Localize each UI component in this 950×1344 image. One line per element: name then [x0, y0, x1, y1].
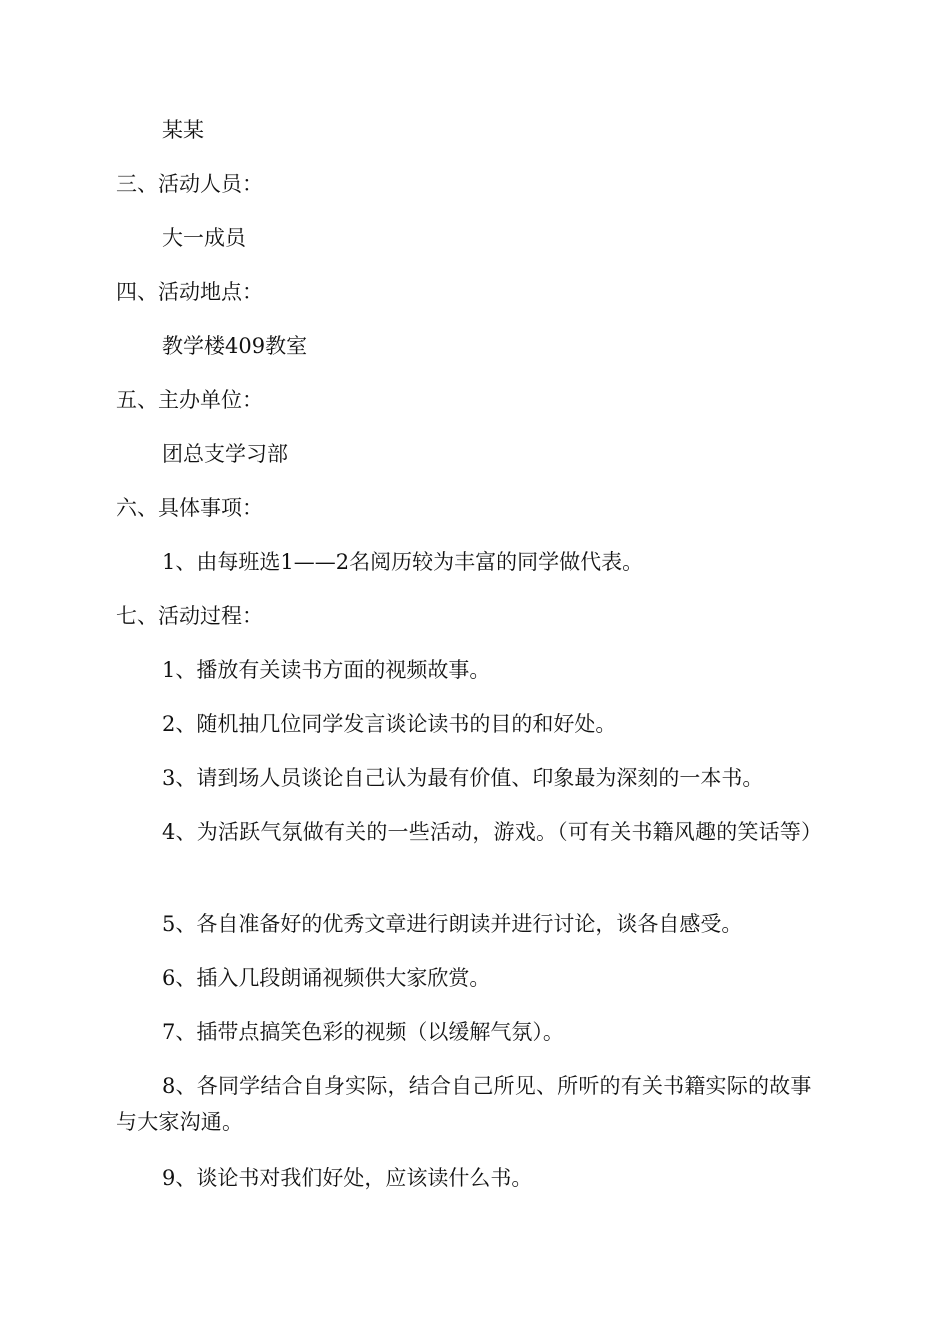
- section-heading-location: 四、活动地点：: [116, 280, 263, 304]
- section-heading-organizer-unit: 五、主办单位：: [116, 388, 263, 412]
- organizer-name: 某某: [162, 118, 204, 142]
- process-step: 8、各同学结合自身实际，结合自己所见、所听的有关书籍实际的故事与大家沟通。: [116, 1074, 812, 1134]
- process-step: 6、插入几段朗诵视频供大家欣赏。: [162, 966, 491, 990]
- section-content-location: 教学楼409教室: [162, 334, 308, 358]
- section-heading-process: 七、活动过程：: [116, 604, 263, 628]
- section-content-details: 1、由每班选1——2名阅历较为丰富的同学做代表。: [162, 550, 644, 574]
- section-content-organizer-unit: 团总支学习部: [162, 442, 288, 466]
- section-heading-participants: 三、活动人员：: [116, 172, 263, 196]
- process-step: 7、插带点搞笑色彩的视频（以缓解气氛）。: [162, 1020, 564, 1044]
- process-step: 2、随机抽几位同学发言谈论读书的目的和好处。: [162, 712, 617, 736]
- process-step: 1、播放有关读书方面的视频故事。: [162, 658, 491, 682]
- process-step: 5、各自准备好的优秀文章进行朗读并进行讨论，谈各自感受。: [162, 912, 743, 936]
- section-content-participants: 大一成员: [162, 226, 246, 250]
- section-heading-details: 六、具体事项：: [116, 496, 263, 520]
- process-step: 9、谈论书对我们好处，应该读什么书。: [162, 1166, 533, 1190]
- process-step: 3、请到场人员谈论自己认为最有价值、印象最为深刻的一本书。: [162, 766, 764, 790]
- process-step: 4、为活跃气氛做有关的一些活动，游戏。（可有关书籍风趣的笑话等）: [162, 820, 823, 844]
